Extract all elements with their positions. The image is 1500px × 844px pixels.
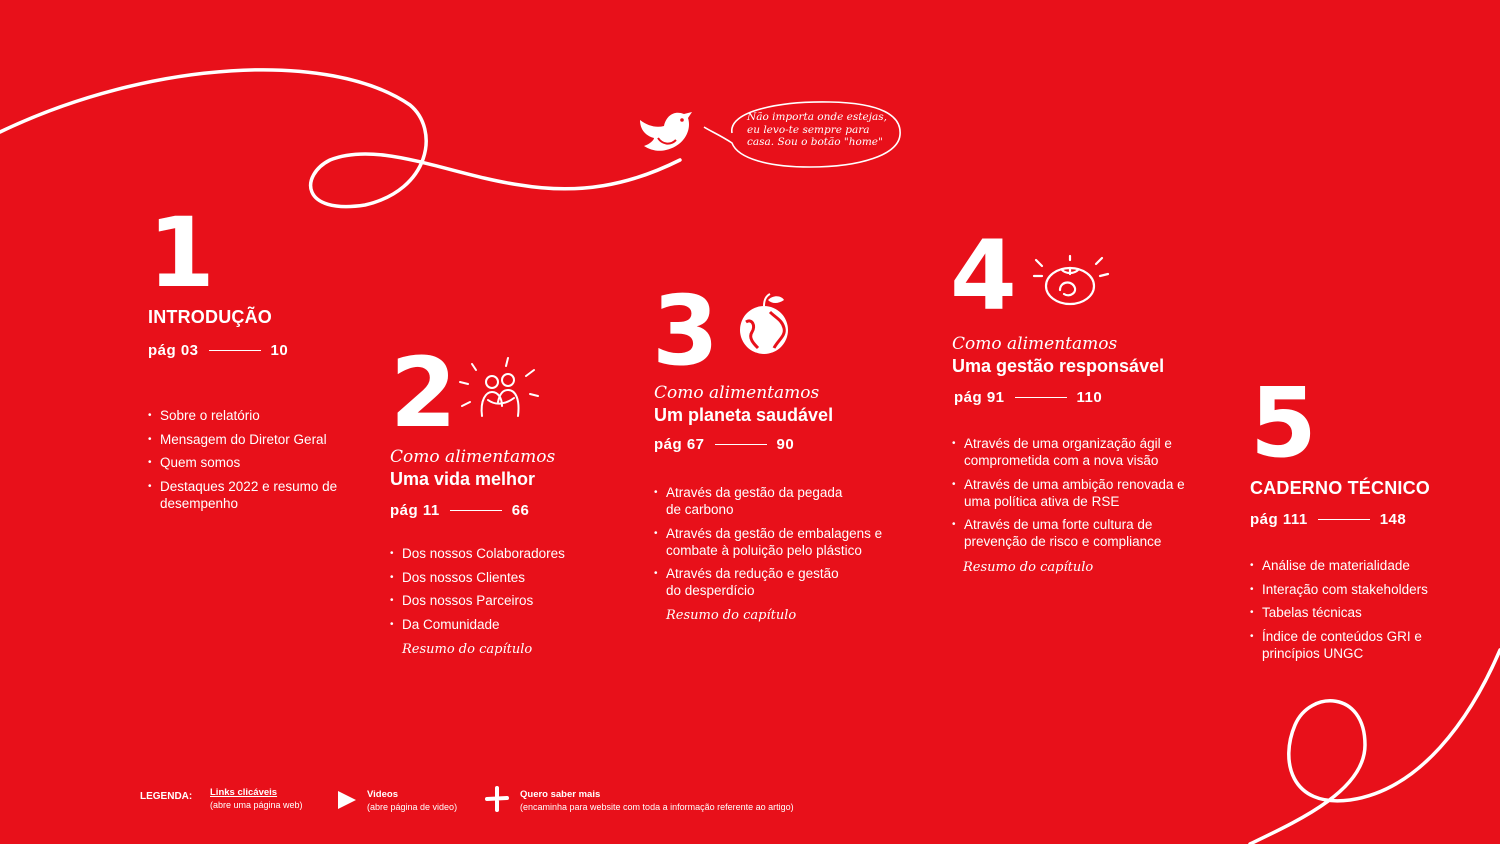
- play-icon: [336, 789, 358, 811]
- list-item[interactable]: • Da Comunidade: [390, 616, 590, 633]
- list-item[interactable]: • Através da gestão de embalagens e combate à poluição pelo plástico: [654, 525, 899, 559]
- page-end: 66: [511, 502, 530, 519]
- list-item[interactable]: • Através de uma forte cultura de prevenção de risco e compliance: [952, 516, 1189, 550]
- page-start: pág 03: [148, 342, 199, 359]
- page-range[interactable]: [390, 502, 529, 519]
- list-item[interactable]: • Interação com stakeholders: [1250, 581, 1460, 598]
- chapter-item-list: [952, 435, 1192, 557]
- legend-links: [210, 786, 303, 811]
- chapter-item-list: [1250, 557, 1460, 668]
- chapter-title[interactable]: Um planeta saudável: [654, 405, 834, 425]
- legend-links-desc: (abre uma página web): [210, 800, 303, 810]
- list-item[interactable]: • Através de uma organização ágil e comprometida com a nova visão: [952, 435, 1192, 469]
- tomato-icon: [1030, 254, 1110, 310]
- legend-videos-title: Videos: [367, 789, 398, 800]
- page-end: 110: [1076, 389, 1103, 406]
- list-item[interactable]: • Destaques 2022 e resumo de desempenho: [148, 478, 348, 512]
- page-end: 148: [1379, 511, 1407, 528]
- chapter-summary-link[interactable]: Resumo do capítulo: [963, 560, 1094, 575]
- page-start: pág 91: [954, 389, 1005, 406]
- page-range-line: [1318, 519, 1370, 520]
- page-range[interactable]: [954, 389, 1102, 406]
- list-item[interactable]: • Mensagem do Diretor Geral: [148, 431, 348, 448]
- chapter-title[interactable]: Uma gestão responsável: [952, 356, 1165, 376]
- list-item[interactable]: • Através da gestão da pegada de carbono: [654, 484, 856, 518]
- page-range-line: [715, 444, 767, 445]
- chapter-title[interactable]: CADERNO TÉCNICO: [1250, 478, 1431, 498]
- chapter-kicker: Como alimentamos: [654, 383, 820, 403]
- list-item[interactable]: • Através da redução e gestão do desperdício: [654, 565, 856, 599]
- page-start: pág 11: [390, 502, 440, 519]
- page-start: pág 67: [654, 436, 705, 453]
- speech-bubble-text: Não importa onde estejas, eu levo-te sempre para casa. Sou o botão "home": [747, 111, 887, 148]
- list-item[interactable]: • Tabelas técnicas: [1250, 604, 1460, 621]
- page-end: 10: [270, 342, 289, 359]
- chapter-number: 3: [652, 275, 717, 387]
- chapter-item-list: [654, 484, 899, 606]
- plus-icon: [485, 786, 509, 812]
- chapter-number: 2: [390, 337, 455, 449]
- legend: [140, 786, 840, 820]
- chapter-number: 1: [148, 197, 213, 309]
- list-item[interactable]: • Índice de conteúdos GRI e princípios UNGC: [1250, 628, 1437, 662]
- list-item[interactable]: • Quem somos: [148, 454, 348, 471]
- legend-more-desc: (encaminha para website com toda a informação referente ao artigo): [520, 802, 794, 812]
- chapter-number: 5: [1250, 367, 1315, 479]
- chapter-summary-link[interactable]: Resumo do capítulo: [402, 642, 533, 657]
- list-item[interactable]: • Através de uma ambição renovada e uma política ativa de RSE: [952, 476, 1192, 510]
- globe-apple-icon: [734, 292, 796, 358]
- page-end: 90: [776, 436, 795, 453]
- chapter-summary-link[interactable]: Resumo do capítulo: [666, 608, 797, 623]
- page-range[interactable]: [654, 436, 794, 453]
- chapter-kicker: Como alimentamos: [952, 334, 1118, 354]
- chapter-kicker: Como alimentamos: [390, 447, 556, 467]
- page-range-line: [450, 510, 502, 511]
- list-item[interactable]: • Dos nossos Colaboradores: [390, 545, 590, 562]
- list-item[interactable]: • Análise de materialidade: [1250, 557, 1460, 574]
- list-item[interactable]: • Dos nossos Parceiros: [390, 592, 590, 609]
- chapter-item-list: [148, 407, 348, 518]
- page-range-line: [1015, 397, 1067, 398]
- chapter-title[interactable]: Uma vida melhor: [390, 469, 536, 489]
- list-item[interactable]: • Dos nossos Clientes: [390, 569, 590, 586]
- legend-more: [520, 788, 794, 813]
- chapter-item-list: [390, 545, 590, 639]
- page-range[interactable]: [1250, 511, 1406, 528]
- chapter-number: 4: [950, 220, 1015, 332]
- list-item[interactable]: • Sobre o relatório: [148, 407, 348, 424]
- people-hug-icon: [458, 356, 544, 426]
- page-range[interactable]: [148, 342, 288, 359]
- bird-home-icon[interactable]: [636, 104, 700, 162]
- page-range-line: [209, 350, 261, 351]
- legend-label: LEGENDA:: [140, 791, 193, 802]
- legend-videos-desc: (abre página de video): [367, 802, 458, 812]
- legend-links-title: Links clicáveis: [210, 787, 278, 798]
- page-start: pág 111: [1250, 511, 1308, 528]
- legend-videos: [367, 788, 457, 813]
- legend-more-title: Quero saber mais: [520, 789, 601, 800]
- chapter-title[interactable]: INTRODUÇÃO: [148, 307, 272, 327]
